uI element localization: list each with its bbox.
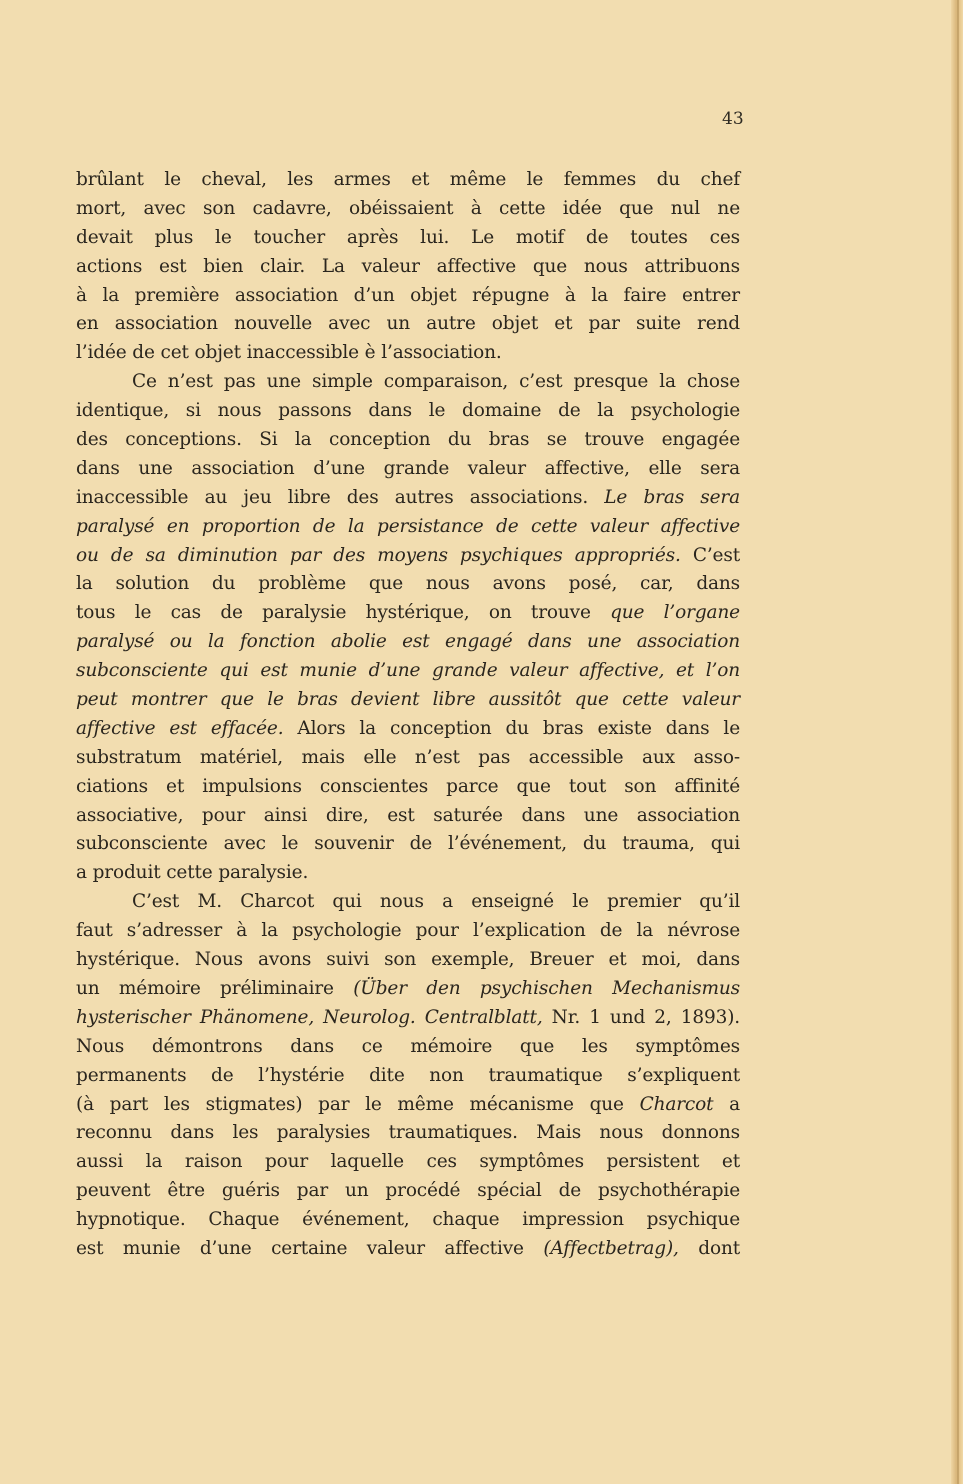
text-segment: en association nouvelle avec un autre objet et par suite rend <box>76 313 740 335</box>
italic-text: peut montrer que le bras devient libre aussitôt que cette valeur <box>76 689 740 711</box>
italic-text: Charcot <box>639 1093 714 1115</box>
text-line <box>76 946 740 975</box>
italic-text: paralysé ou la fonction abolie est engagé dans une association <box>76 631 740 653</box>
text-line <box>76 1004 740 1033</box>
text-segment: C’est M. Charcot qui nous a enseigné le premier qu’il <box>132 891 740 913</box>
text-line <box>76 888 740 917</box>
page-edge-line <box>957 0 959 1484</box>
text-line <box>76 1235 740 1264</box>
text-segment: a <box>713 1093 740 1115</box>
text-line <box>76 542 740 571</box>
text-line <box>76 859 740 888</box>
text-segment: l’idée de cet objet inaccessible è l’association. <box>76 342 502 364</box>
text-line <box>76 224 740 253</box>
text-line <box>76 657 740 686</box>
text-line <box>76 282 740 311</box>
italic-text: paralysé en proportion de la persistance de cette valeur affective <box>76 515 740 537</box>
text-segment: la solution du problème que nous avons posé, car, dans <box>76 573 740 595</box>
text-segment: des conceptions. Si la conception du bras se trouve engagée <box>76 429 740 451</box>
text-line <box>76 599 740 628</box>
text-segment: C’est <box>680 544 740 566</box>
text-line <box>76 686 740 715</box>
text-line <box>76 455 740 484</box>
text-segment: hystérique. Nous avons suivi son exemple, Breuer et moi, dans <box>76 949 740 971</box>
text-segment: Alors la conception du bras existe dans le <box>283 717 740 739</box>
text-line <box>76 253 740 282</box>
text-line <box>76 513 740 542</box>
text-segment: identique, si nous passons dans le domaine de la psychologie <box>76 400 740 422</box>
text-line <box>76 339 740 368</box>
text-segment: peuvent être guéris par un procédé spécial de psychothérapie <box>76 1180 740 1202</box>
text-line <box>76 744 740 773</box>
text-line <box>76 1206 740 1235</box>
text-segment: (à part les stigmates) par le même mécanisme que <box>76 1093 640 1115</box>
text-line <box>76 195 740 224</box>
text-segment: associative, pour ainsi dire, est saturée dans une association <box>76 804 740 826</box>
text-segment: à la première association d’un objet répugne à la faire entrer <box>76 284 740 306</box>
text-segment: Nous démontrons dans ce mémoire que les symptômes <box>76 1035 740 1057</box>
text-segment: a produit cette paralysie. <box>76 862 309 884</box>
text-segment: brûlant le cheval, les armes et même le femmes du chef <box>76 169 740 190</box>
text-line <box>76 1033 740 1062</box>
text-segment: inaccessible au jeu libre des autres associations. <box>76 486 605 508</box>
body-text <box>76 166 740 1264</box>
italic-text: que l’organe <box>610 602 740 624</box>
text-line <box>76 830 740 859</box>
text-segment: subconsciente avec le souvenir de l’événement, du trauma, qui <box>76 833 740 855</box>
text-segment: permanents de l’hystérie dite non traumatique s’expliquent <box>76 1064 740 1086</box>
text-line <box>76 166 740 195</box>
text-segment: hypnotique. Chaque événement, chaque impression psychique <box>76 1209 740 1231</box>
text-line <box>76 628 740 657</box>
italic-text: (Über den psychischen Mechanismus <box>353 977 740 999</box>
text-segment: substratum matériel, mais elle n’est pas accessible aux asso- <box>76 746 740 768</box>
text-segment: Nr. 1 und 2, 1893). <box>542 1006 740 1028</box>
text-segment: tous le cas de paralysie hystérique, on trouve <box>76 602 611 624</box>
text-segment: un mémoire préliminaire <box>76 977 354 999</box>
text-segment: dont <box>678 1237 740 1259</box>
text-line <box>76 426 740 455</box>
text-line <box>76 310 740 339</box>
text-line <box>76 397 740 426</box>
text-segment: ciations et impulsions conscientes parce que tout son affinité <box>76 775 740 797</box>
text-line <box>76 484 740 513</box>
text-line <box>76 917 740 946</box>
text-line <box>76 802 740 831</box>
italic-text: ou de sa diminution par des moyens psychiques appropriés. <box>76 544 681 566</box>
text-line <box>76 975 740 1004</box>
text-segment: actions est bien clair. La valeur affective que nous attribuons <box>76 255 740 277</box>
text-line <box>76 1062 740 1091</box>
text-segment: faut s’adresser à la psychologie pour l’explication de la névrose <box>76 920 740 942</box>
text-segment: aussi la raison pour laquelle ces symptômes persistent et <box>76 1151 740 1173</box>
italic-text: subconsciente qui est munie d’une grande valeur affective, et l’on <box>76 660 740 682</box>
text-line <box>76 570 740 599</box>
text-segment: est munie d’une certaine valeur affective <box>76 1237 544 1259</box>
text-line <box>76 1091 740 1120</box>
text-segment: dans une association d’une grande valeur affective, elle sera <box>76 457 740 479</box>
text-line <box>76 1148 740 1177</box>
italic-text: affective est effacée. <box>76 717 284 739</box>
text-line <box>76 773 740 802</box>
text-line <box>76 1177 740 1206</box>
text-line <box>76 368 740 397</box>
text-segment: devait plus le toucher après lui. Le motif de toutes ces <box>76 226 740 248</box>
text-segment: mort, avec son cadavre, obéissaient à cette idée que nul ne <box>76 197 740 219</box>
text-line <box>76 715 740 744</box>
text-line <box>76 1119 740 1148</box>
italic-text: hysterischer Phänomene, Neurolog. Centralblatt, <box>76 1006 543 1028</box>
italic-text: (Affectbetrag), <box>543 1237 679 1259</box>
text-segment: reconnu dans les paralysies traumatiques. Mais nous donnons <box>76 1122 740 1144</box>
italic-text: Le bras sera <box>604 486 740 508</box>
page-number: 43 <box>722 109 744 129</box>
text-segment: Ce n’est pas une simple comparaison, c’est presque la chose <box>132 371 740 393</box>
